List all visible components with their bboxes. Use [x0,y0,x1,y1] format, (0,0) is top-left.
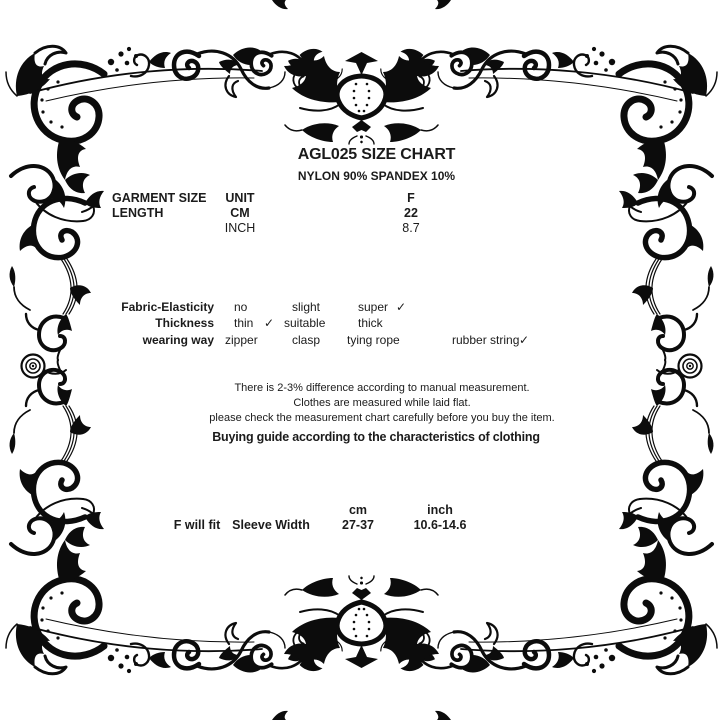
fit-unit-inch: inch [427,503,453,517]
fabric-composition: NYLON 90% SPANDEX 10% [297,169,456,183]
unit-inch: INCH [224,221,256,235]
value-cm: 22 [404,206,418,220]
buying-guide-heading: Buying guide according to the characteristics of clothing [212,430,540,444]
attribute-label: Fabric-Elasticity [121,300,214,314]
fit-range-inch: 10.6-14.6 [413,518,467,532]
size-table-row-inch [0,221,723,236]
attribute-row-elasticity [0,300,723,314]
check-icon: ✓ [519,333,530,347]
fit-size-label: F will fit [173,518,221,532]
attribute-option: thick [358,316,383,330]
size-table-col-garment: GARMENT SIZE [112,191,207,205]
attribute-option: super [358,300,389,314]
check-icon: ✓ [396,300,407,314]
fit-measure-label: Sleeve Width [232,518,310,532]
attribute-option: rubber string [452,333,520,347]
page-title: AGL025 SIZE CHART [297,146,456,163]
unit-cm: CM [230,206,250,220]
value-inch: 8.7 [402,221,420,235]
attribute-label: wearing way [142,333,214,347]
attribute-option: slight [292,300,321,314]
measure-name: LENGTH [112,206,164,220]
attribute-option: suitable [284,316,326,330]
measurement-note: Clothes are measured while laid flat. [293,397,471,409]
attribute-option: zipper [225,333,258,347]
fit-unit-cm: cm [348,503,368,517]
size-table-col-size: F [407,191,415,205]
attribute-option: thin [234,316,254,330]
attribute-row-wearing-way [0,333,723,347]
attribute-row-thickness [0,316,723,330]
attribute-option: no [234,300,248,314]
attribute-option: clasp [292,333,321,347]
size-table-header-row [0,191,723,206]
measurement-note: please check the measurement chart carefully before you buy the item. [209,412,555,424]
attribute-option: tying rope [347,333,400,347]
measurement-note: There is 2-3% difference according to manual measurement. [234,382,530,394]
attribute-label: Thickness [155,316,214,330]
check-icon: ✓ [264,316,275,330]
size-table-row-cm [0,206,723,221]
fit-range-cm: 27-37 [342,518,374,532]
size-table-col-unit: UNIT [225,191,255,205]
